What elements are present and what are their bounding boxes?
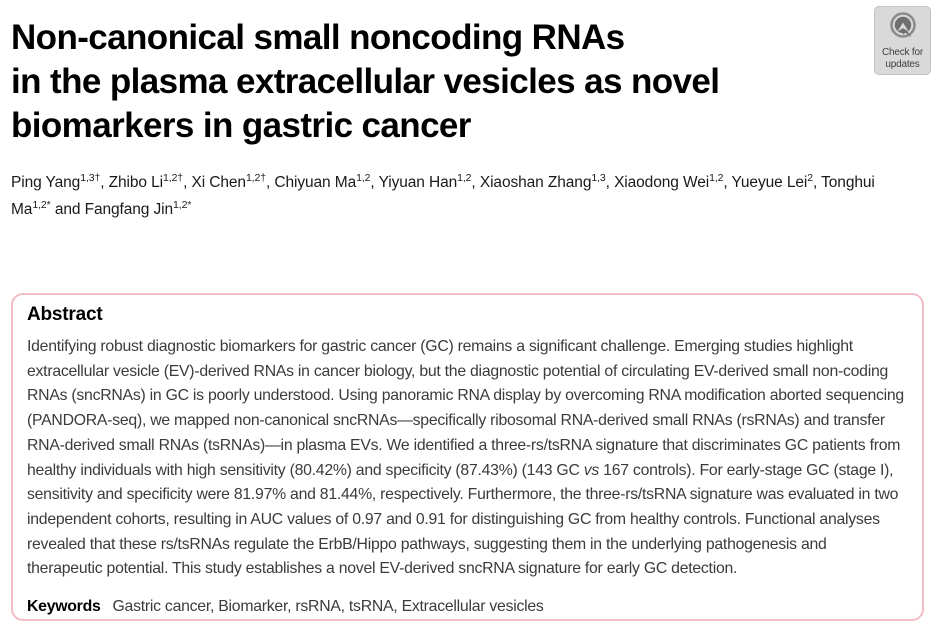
badge-label-line1: Check for	[882, 47, 923, 58]
author-separator: ,	[370, 174, 379, 191]
author-affiliation-sup: 1,2*	[32, 198, 51, 211]
author-separator: ,	[605, 174, 615, 191]
abstract-text-part1: Identifying robust diagnostic biomarkers for gastric cancer (GC) remains a significant challenge. Emerging studies highlight extracellular vesicle (EV)-derived RNAs in cancer biology, but the diagnostic potential of circulating EV-derived small non-coding RNAs (sncRNAs) in GC is poorly understood. Using panoramic RNA display by overcoming RNA modification aborted sequencing (PANDORA-seq), we mapped non-canonical sncRNAs—specifically ribosomal RNA-derived small RNAs (rsRNAs) and transfer RNA-derived small RNAs (tsRNAs)—in plasma EVs. We identified a three-rs/tsRNA signature that discriminates GC patients from healthy individuals with high sensitivity (80.42%) and specificity (87.43%) (143 GC	[27, 338, 904, 479]
author-affiliation-sup: 1,2*	[173, 198, 192, 211]
author-affiliation-sup: 1,2	[457, 171, 472, 184]
author-name: Zhibo $Li^{1,2\dagger}$	[108, 171, 184, 191]
keywords-line	[27, 595, 906, 619]
title-line-2: in the plasma extracellular vesicles as novel	[11, 62, 720, 101]
keywords-list: Gastric cancer, Biomarker, rsRNA, tsRNA, Extracellular vesicles	[112, 598, 544, 616]
author-name: Xi Chen$^{1,2\dagger}$	[191, 171, 266, 191]
author-affiliation-sup: 1,2†	[163, 171, 184, 184]
article-title	[11, 16, 871, 148]
author-affiliation-sup: 1,3†	[80, 171, 101, 184]
title-line-3: biomarkers in gastric cancer	[11, 106, 471, 145]
author-affiliation-sup: 1,2	[356, 171, 371, 184]
abstract-text	[27, 335, 906, 582]
author-line	[11, 169, 916, 223]
abstract-heading: Abstract	[27, 304, 103, 325]
abstract-box	[11, 293, 924, 621]
title-line-1: Non-canonical small noncoding RNAs	[11, 18, 625, 57]
author-name: Xiaoshan Zhang$^{1,3}$	[479, 171, 606, 191]
author-affiliation-sup: 1,3	[591, 171, 606, 184]
abstract-vs-italic: vs	[583, 461, 600, 479]
author-separator: and	[50, 201, 85, 218]
keywords-label: Keywords	[27, 598, 101, 616]
author-name: Ping Yang$^{1,3\dagger}$	[11, 171, 101, 191]
badge-label-line2: updates	[885, 58, 920, 70]
author-separator: ,	[723, 174, 732, 191]
author-affiliation-sup: 1,2	[709, 171, 724, 184]
author-separator: ,	[265, 174, 275, 191]
author-name: Yiyuan Han$^{1,2}$	[378, 171, 472, 191]
author-affiliation-sup: 1,2†	[245, 171, 266, 184]
abstract-text-part2: 167 controls). For early-stage GC (stage I), sensitivity and specificity were 81.97% and 81.44%, respectively. Furthermore, the three-rs/tsRNA signature was evaluated in two independent cohorts, resulting in AUC values of 0.97 and 0.91 for distinguishing GC from healthy controls. Functional analyses revealed that these rs/tsRNAs regulate the ErbB/Hippo pathways, suggesting them in the underlying pathogenesis and therapeutic potential. This study establishes a novel EV-derived sncRNA signature for early GC detection.	[27, 461, 899, 578]
author-separator: ,	[183, 174, 192, 191]
author-name: Xiaodong Wei$^{1,2}$	[614, 171, 724, 191]
author-separator: ,	[471, 174, 480, 191]
author-affiliation-sup: 2	[807, 171, 813, 184]
author-name: Chiyuan Ma$^{1,2}$	[274, 171, 371, 191]
crossmark-icon	[887, 10, 919, 47]
author-separator: ,	[813, 174, 822, 191]
author-name: Yueyue Lei$^2$	[731, 171, 813, 191]
check-for-updates-badge[interactable]	[874, 6, 931, 75]
author-name: Tonghui $Ma^{1,2*}$	[11, 174, 875, 218]
author-separator: ,	[100, 174, 109, 191]
author-name: Fangfang Jin$^{1,2*}$	[84, 198, 192, 218]
